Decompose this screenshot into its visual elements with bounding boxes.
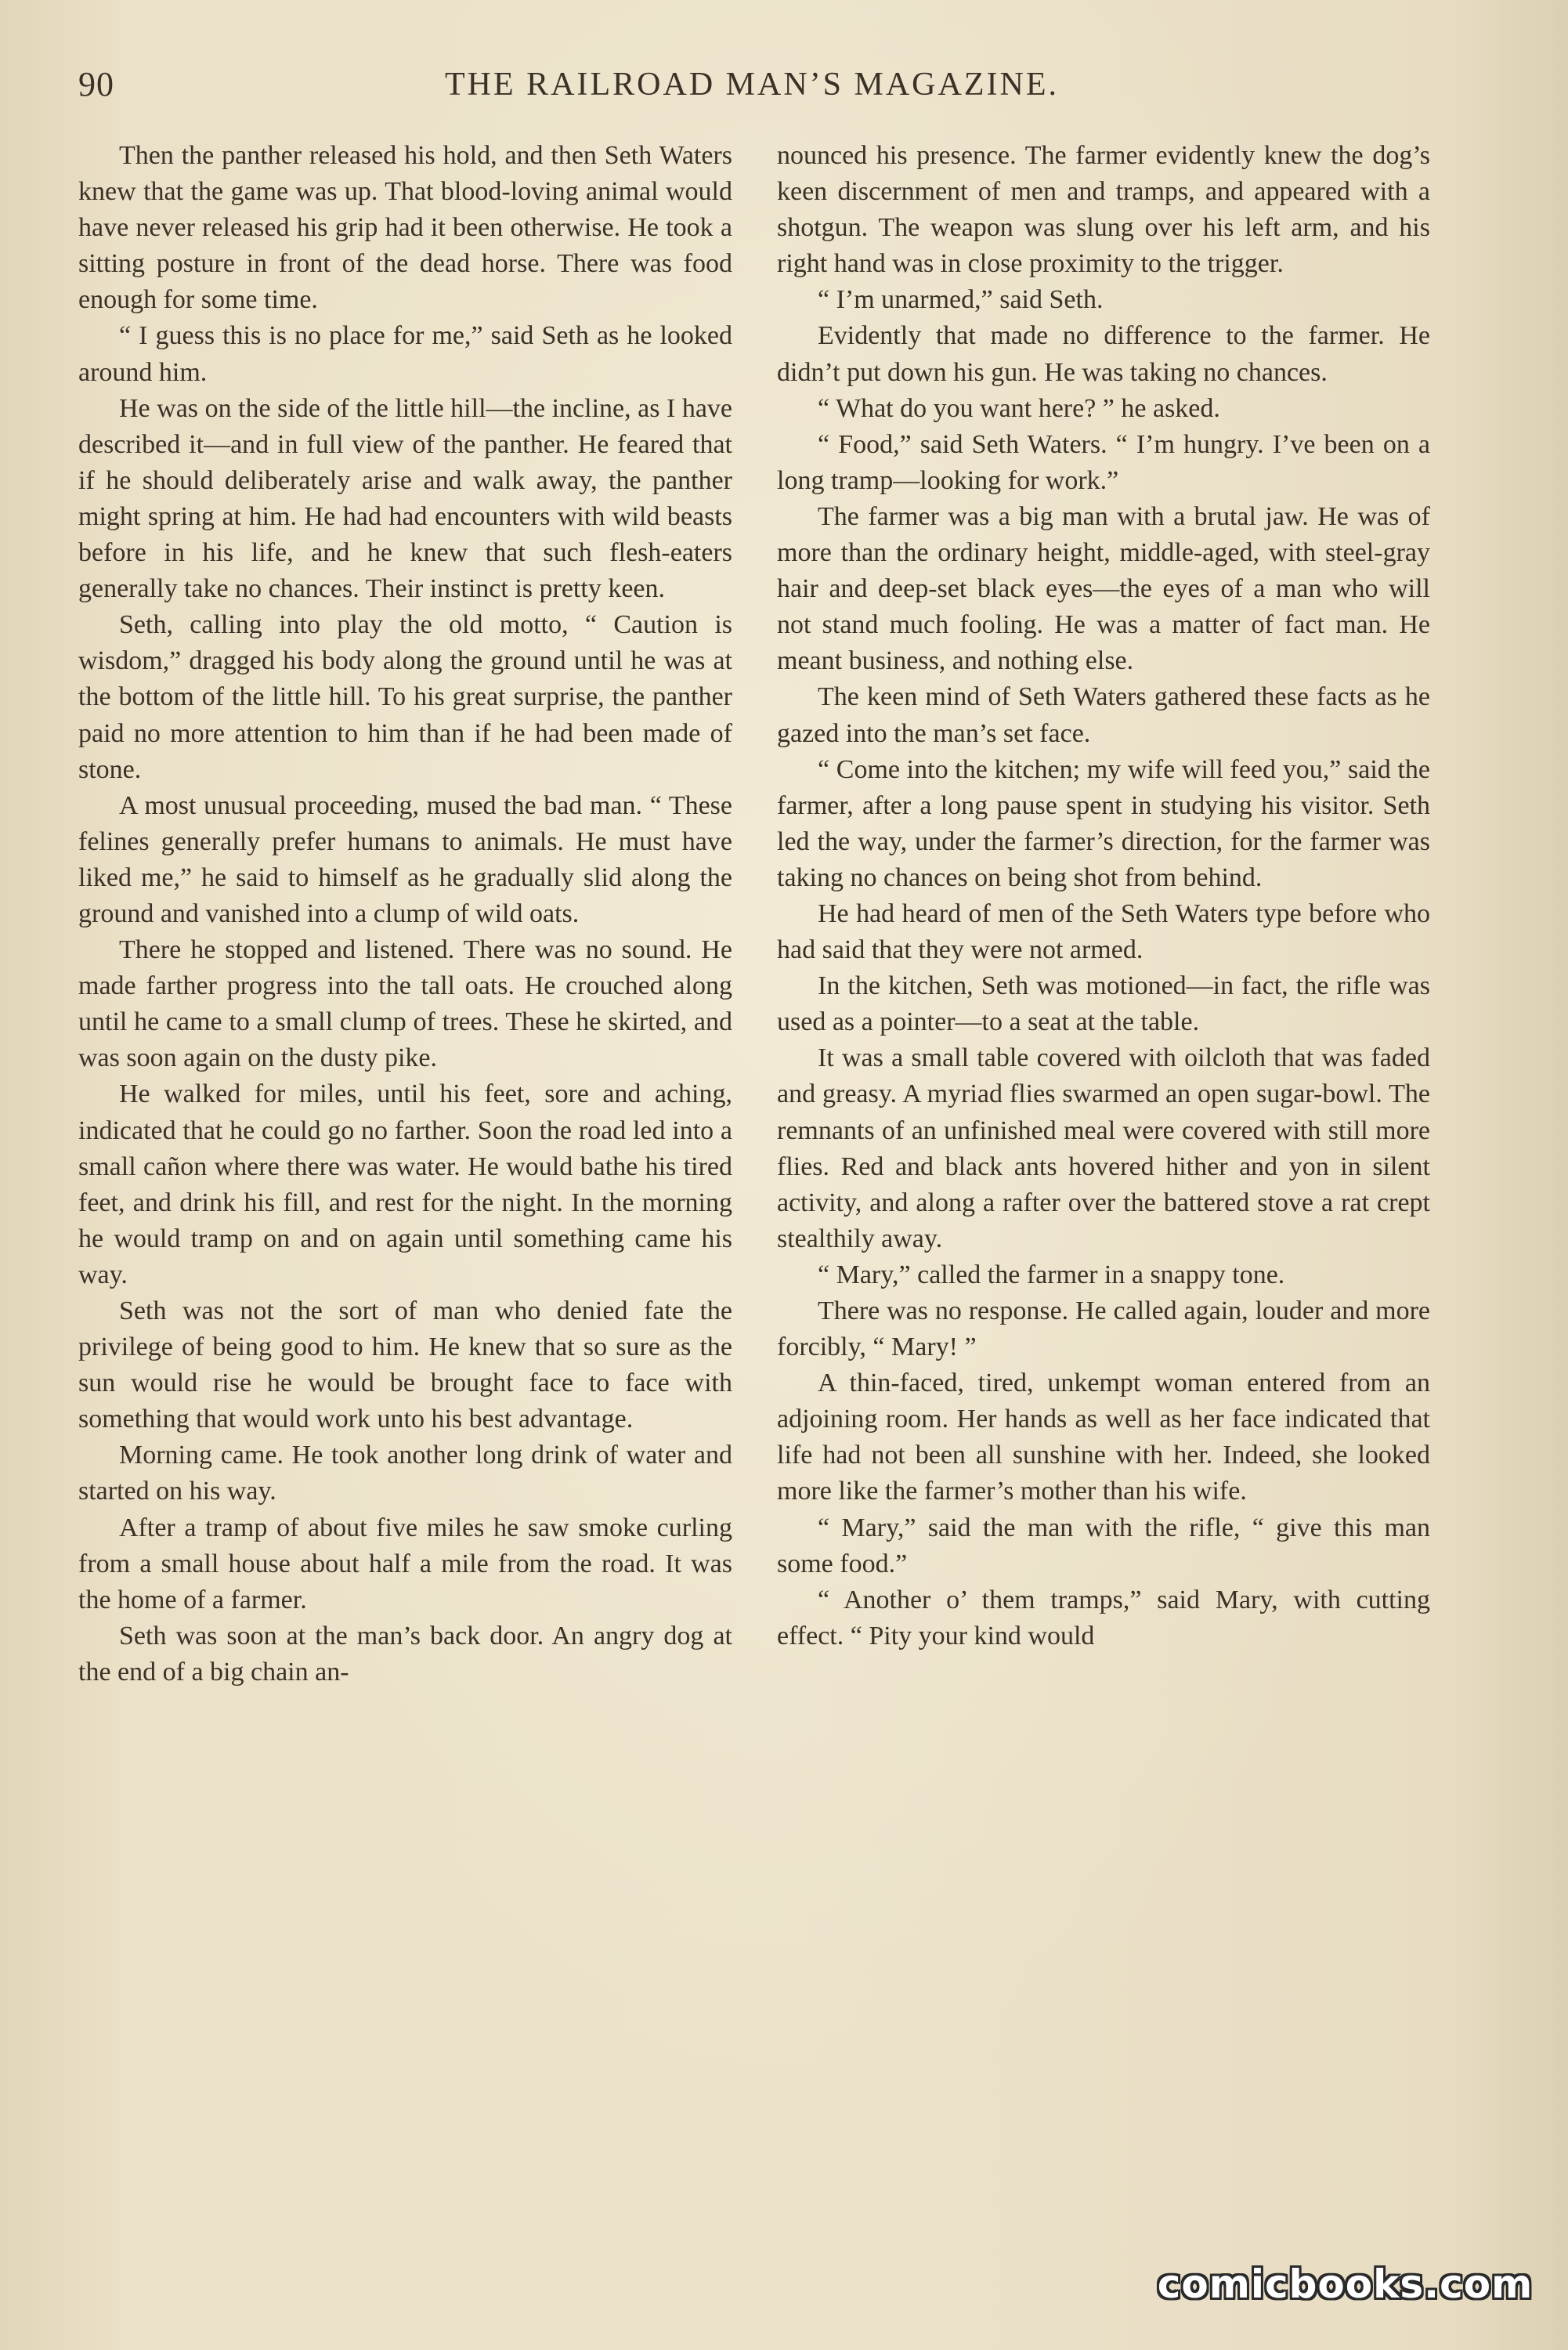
paragraph: The keen mind of Seth Waters gathered these facts as he gazed into the man’s set face. <box>777 682 1430 748</box>
paragraph: There he stopped and listened. There was no sound. He made farther progress into the tall oats. He crouched along until he came to a small clump of trees. These he skirted, and was soon again on the dusty pike. <box>78 935 732 1073</box>
paragraph: “ Mary,” called the farmer in a snappy tone. <box>818 1260 1285 1289</box>
paragraph: Morning came. He took another long drink of water and started on his way. <box>78 1441 732 1506</box>
paragraph: “ Mary,” said the man with the rifle, “ give this man some food.” <box>777 1513 1430 1578</box>
paragraph: He had heard of men of the Seth Waters type before who had said that they were not armed. <box>777 898 1430 965</box>
paragraph: He was on the side of the little hill—the incline, as I have described it—and in full view of the panther. He feared that if he should deliberately arise and walk away, the panther might spring at him. He had had encounters with wild beasts before in his life, and he knew that such flesh-eaters generally take no chances. Their instinct is pretty keen. <box>78 393 732 604</box>
paragraph: Seth was not the sort of man who denied fate the privilege of being good to him. He knew that so sure as the sun would rise he would be brought face to face with something that would work unto his best advantage. <box>78 1296 732 1434</box>
paragraph: A thin-faced, tired, unkempt woman entered from an adjoining room. Her hands as well as her face indicated that life had not been all sunshine with her. Indeed, she looked more like the farmer’s mother than his wife. <box>777 1368 1430 1506</box>
paragraph: “ Food,” said Seth Waters. “ I’m hungry. I’ve been on a long tramp—looking for work.” <box>777 429 1430 495</box>
paragraph: Seth, calling into play the old motto, “ Caution is wisdom,” dragged his body along the ground until he was at the bottom of the little hill. To his great surprise, the panther paid no more attention to him than if he had been made of stone. <box>78 610 732 784</box>
paragraph: He walked for miles, until his feet, sore and aching, indicated that he could go no farther. Soon the road led into a small cañon where there was water. He would bathe his tired feet, and drink his fill, and rest for the night. In the morning he would tramp on and on again until something came his way. <box>78 1079 732 1289</box>
paragraph: Then the panther released his hold, and then Seth Waters knew that the game was up. That blood-loving animal would have never released his grip had it been otherwise. He took a sitting posture in front of the dead horse. There was food enough for some time. <box>78 141 732 315</box>
page-number: 90 <box>78 65 114 103</box>
right-column <box>777 138 1430 1654</box>
paragraph: “ I guess this is no place for me,” said Seth as he looked around him. <box>78 321 732 387</box>
paragraph: “ What do you want here? ” he asked. <box>818 393 1220 423</box>
paragraph: After a tramp of about five miles he saw smoke curling from a small house about half a mile from the road. It was the home of a farmer. <box>78 1513 732 1614</box>
paragraph: There was no response. He called again, louder and more forcibly, “ Mary! ” <box>777 1296 1430 1362</box>
page-header <box>78 61 1425 108</box>
site-watermark: comicbooks.com <box>1157 2261 1534 2307</box>
paragraph: “ Come into the kitchen; my wife will feed you,” said the farmer, after a long pause spent in studying his visitor. Seth led the way, under the farmer’s direction, for the farmer was taking no chances on being shot from behind. <box>777 754 1430 892</box>
paragraph: A most unusual proceeding, mused the bad man. “ These felines generally prefer humans to animals. He must have liked me,” he said to himself as he gradually slid along the ground and vanished into a clump of wild oats. <box>78 790 732 928</box>
paragraph: nounced his presence. The farmer evidently knew the dog’s keen discernment of men and tramps, and appeared with a shotgun. The weapon was slung over his left arm, and his right hand was in close proximity to the trigger. <box>777 141 1430 279</box>
paragraph: “ I’m unarmed,” said Seth. <box>818 285 1104 315</box>
paragraph: The farmer was a big man with a brutal jaw. He was of more than the ordinary height, middle-aged, with steel-gray hair and deep-set black eyes—the eyes of a man who will not stand much fooling. He was a matter of fact man. He meant business, and nothing else. <box>777 501 1430 676</box>
left-column <box>78 138 732 1690</box>
paragraph: In the kitchen, Seth was motioned—in fact, the rifle was used as a pointer—to a seat at the table. <box>777 971 1430 1037</box>
paragraph: Seth was soon at the man’s back door. An angry dog at the end of a big chain an- <box>78 1621 732 1687</box>
paragraph: Evidently that made no difference to the farmer. He didn’t put down his gun. He was taking no chances. <box>777 321 1430 387</box>
paragraph: “ Another o’ them tramps,” said Mary, with cutting effect. “ Pity your kind would <box>777 1585 1430 1650</box>
running-title: THE RAILROAD MAN’S MAGAZINE. <box>445 67 1059 103</box>
paragraph: It was a small table covered with oilcloth that was faded and greasy. A myriad flies swarmed an open sugar-bowl. The remnants of an unfinished meal were covered with still more flies. Red and black ants hovered hither and yon in silent activity, and along a rafter over the battered stove a rat crept stealthily away. <box>777 1043 1430 1253</box>
